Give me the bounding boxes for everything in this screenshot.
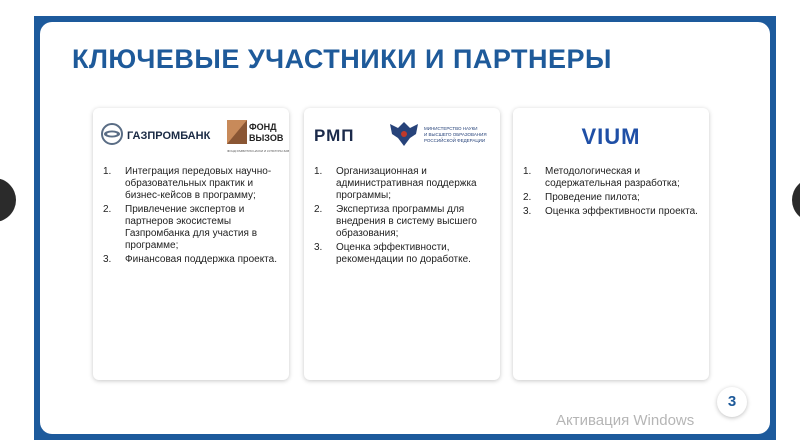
contribution-list — [523, 166, 701, 220]
list-item — [523, 206, 701, 218]
item-number: 2. — [103, 204, 112, 215]
ministry-line1: МИНИСТЕРСТВО НАУКИ — [424, 126, 478, 131]
item-text: Экспертиза программы для внедрения в систему высшего образования; — [336, 204, 477, 239]
gazprombank-logo-icon — [102, 124, 122, 144]
card-logos — [513, 108, 709, 162]
item-number: 2. — [523, 192, 532, 203]
card-logos — [304, 108, 500, 162]
rmp-wordmark: РМП — [314, 126, 355, 145]
windows-activation-watermark: Активация Windows — [556, 412, 695, 429]
item-text: Финансовая поддержка проекта. — [125, 254, 277, 265]
ministry-line2: И ВЫСШЕГО ОБРАЗОВАНИЯ — [424, 132, 487, 137]
item-text: Оценка эффективности проекта. — [545, 206, 698, 217]
slide — [40, 22, 770, 434]
list-item — [523, 166, 701, 190]
partner-card-vium — [513, 108, 709, 380]
item-text: Методологическая и содержательная разработка; — [545, 166, 680, 189]
list-item — [314, 204, 492, 240]
list-item — [314, 166, 492, 202]
gazprombank-wordmark: ГАЗПРОМБАНК — [127, 130, 211, 142]
item-number: 3. — [523, 206, 532, 217]
item-number: 3. — [103, 254, 112, 265]
item-number: 3. — [314, 242, 323, 253]
fond-line1: ФОНД — [249, 122, 277, 132]
list-item — [103, 204, 281, 252]
next-slide-button[interactable] — [792, 178, 800, 222]
previous-slide-button[interactable] — [0, 178, 16, 222]
item-text: Привлечение экспертов и партнеров экосистемы Газпромбанка для участия в программе; — [125, 204, 258, 251]
slide-title: КЛЮЧЕВЫЕ УЧАСТНИКИ И ПАРТНЕРЫ — [72, 44, 612, 74]
partner-card-gazprombank — [93, 108, 289, 380]
fond-vyzov-logo-icon — [227, 120, 247, 144]
item-number: 1. — [523, 166, 532, 177]
fond-caption: ФОНД РАЗВИТИЯ НАУКИ И КУЛЬТУРЫ ЗАВОДА — [227, 149, 289, 153]
page-number-badge: 3 — [717, 387, 747, 417]
item-text: Интеграция передовых научно-образовательных практик и бизнес-кейсов в программу; — [125, 166, 272, 201]
item-number: 1. — [314, 166, 323, 177]
card-logos — [93, 108, 289, 162]
item-text: Организационная и административная поддержка программы; — [336, 166, 477, 201]
list-item — [103, 166, 281, 202]
item-number: 1. — [103, 166, 112, 177]
partner-card-rmp — [304, 108, 500, 380]
list-item — [314, 242, 492, 266]
gazprombank-logos — [93, 108, 289, 162]
ministry-line3: РОССИЙСКОЙ ФЕДЕРАЦИИ — [424, 138, 486, 143]
list-item — [103, 254, 281, 266]
item-text: Проведение пилота; — [545, 192, 640, 203]
vium-wordmark: VIUM — [581, 124, 641, 149]
contribution-list — [103, 166, 281, 268]
rmp-logos — [304, 108, 500, 162]
fond-line2: ВЫЗОВ — [249, 133, 284, 143]
contribution-list — [314, 166, 492, 268]
item-number: 2. — [314, 204, 323, 215]
list-item — [523, 192, 701, 204]
vium-logos — [513, 108, 709, 162]
double-headed-eagle-icon — [390, 122, 418, 146]
item-text: Оценка эффективности, рекомендации по доработке. — [336, 242, 471, 265]
